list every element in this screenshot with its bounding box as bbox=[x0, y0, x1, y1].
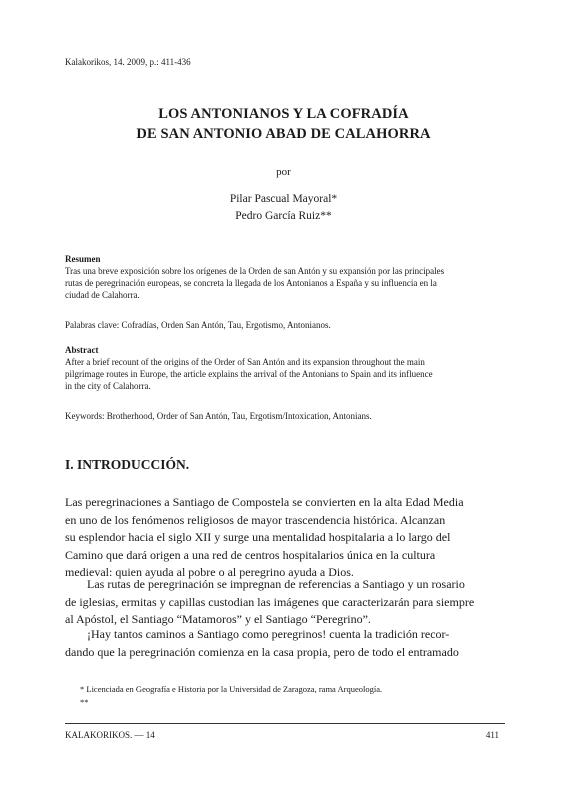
article-title-line-1: LOS ANTONIANOS Y LA COFRADÍA bbox=[158, 106, 409, 122]
body-line: ¡Hay tantos caminos a Santiago como peregrinos! cuenta la tradición recor- bbox=[87, 627, 450, 641]
abstract-block bbox=[65, 344, 505, 392]
body-line: su esplendor hacia el siglo XII y surge una mentalidad hospitalaria a lo largo del bbox=[65, 530, 451, 544]
article-title-line-2: DE SAN ANTONIO ABAD DE CALAHORRA bbox=[136, 126, 431, 142]
abstract-heading: Abstract bbox=[65, 345, 99, 355]
body-line: en uno de los fenómenos religiosos de mayor trascendencia histórica. Alcanzan bbox=[65, 512, 446, 527]
by-label: por bbox=[276, 166, 291, 178]
resumen-block bbox=[65, 253, 505, 301]
body-line: medieval: quien ayuda al pobre o al peregrino ayuda a Dios. bbox=[65, 565, 354, 579]
body-line: Las peregrinaciones a Santiago de Compostela se convierten en la alta Edad Media bbox=[65, 495, 464, 509]
footnote-1: * Licenciada en Geografía e Historia por la Universidad de Zaragoza, rama Arqueología. bbox=[80, 684, 383, 694]
palabras-clave: Palabras clave: Cofradías, Orden San Antón, Tau, Ergotismo, Antonianos. bbox=[65, 320, 331, 330]
abstract-line: After a brief recount of the origins of the Order of San Antón and its expansion throughout the main bbox=[65, 357, 425, 367]
section-heading: I. INTRODUCCIÓN. bbox=[65, 457, 190, 472]
resumen-heading: Resumen bbox=[65, 254, 101, 264]
abstract-line: in the city of Calahorra. bbox=[65, 381, 151, 391]
body-paragraph-1 bbox=[65, 494, 503, 582]
author-1: Pilar Pascual Mayoral* bbox=[229, 193, 338, 205]
body-paragraph-3 bbox=[65, 626, 503, 661]
body-line: dando que la peregrinación comienza en la casa propia, pero de todo el entramado bbox=[65, 644, 459, 659]
footer-rule bbox=[65, 723, 505, 724]
body-line: de iglesias, ermitas y capillas custodian las imágenes que caracterizarán para siempre bbox=[65, 594, 475, 609]
footnote-2: ** bbox=[80, 697, 89, 707]
footnotes bbox=[80, 683, 382, 709]
journal-citation: Kalakorikos, 14. 2009, p.: 411-436 bbox=[65, 57, 191, 67]
page-number: 411 bbox=[485, 730, 499, 740]
author-2: Pedro García Ruiz** bbox=[235, 210, 332, 222]
resumen-line: rutas de peregrinación europeas, se concreta la llegada de los Antonianos a España y su influencia en la bbox=[65, 278, 437, 288]
resumen-line: Tras una breve exposición sobre los orígenes de la Orden de san Antón y su expansión por las principales bbox=[65, 266, 445, 276]
body-paragraph-2 bbox=[65, 576, 503, 629]
keywords: Keywords: Brotherhood, Order of San Antón, Tau, Ergotism/Intoxication, Antonians. bbox=[65, 411, 372, 421]
body-line: al Apóstol, el Santiago “Matamoros” y el Santiago “Peregrino”. bbox=[65, 612, 371, 626]
running-title: KALAKORIKOS. — 14 bbox=[65, 730, 155, 740]
body-line: Las rutas de peregrinación se impregnan de referencias a Santiago y un rosario bbox=[87, 577, 465, 591]
resumen-line: ciudad de Calahorra. bbox=[65, 290, 140, 300]
abstract-line: pilgrimage routes in Europe, the article explains the arrival of the Antonians to Spain and its influence bbox=[65, 369, 433, 379]
body-line: Camino que dará origen a una red de centros hospitalarios única en la cultura bbox=[65, 547, 436, 562]
